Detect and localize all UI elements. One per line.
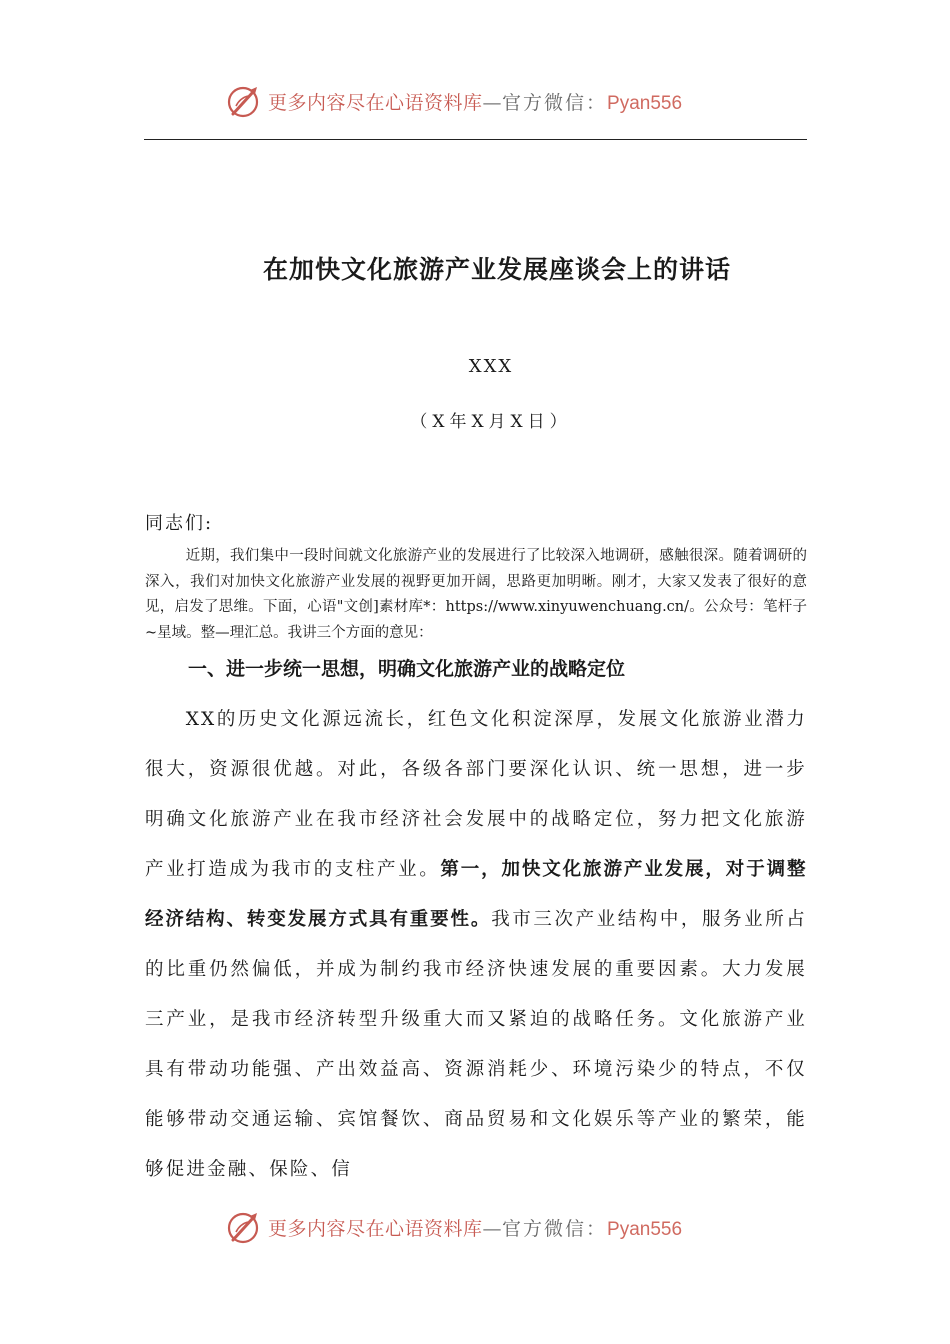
pen-logo-icon: [226, 1210, 262, 1246]
document-date: （X年X月X日）: [410, 412, 572, 432]
paragraph-text-continued: 我市三次产业结构中，服务业所占的比重仍然偏低，并成为制约我市经济快速发展的重要因素。大力发展三产业，是我市经济转型升级重大而又紧迫的战略任务。文化旅游产业具有带动功能强、产出效益高、资源消耗少、环境污染少的特点，不仅能够带动交通运输、宾馆餐饮、商品贸易和文化娱乐等产业的繁荣，能够促进金融、保险、信: [145, 909, 807, 1180]
body-paragraph-1: [145, 695, 807, 1195]
banner-main-text: 更多内容尽在心语资料库: [268, 1218, 483, 1240]
banner-wechat-id: Pyan556: [607, 93, 683, 114]
banner-wechat-label: 官方微信：: [502, 92, 608, 114]
header-divider: [144, 139, 807, 140]
banner-separator: —: [482, 92, 503, 114]
paragraph-text: XX的历史文化源远流长，红色文化积淀深厚，发展文化旅游业潜力很大，资源很优越。对此，各级各部门要深化认识、统一思想，进一步明确文化旅游产业在我市经济社会发展中的战略定位，努力把文化旅游产业打造成为我市的支柱产业。: [145, 709, 807, 880]
pen-logo-icon: [226, 84, 262, 120]
document-author: XXX: [468, 356, 514, 377]
banner-wechat-label: 官方微信：: [502, 1218, 608, 1240]
footer-banner: [0, 1210, 950, 1250]
header-banner: [0, 84, 950, 124]
intro-paragraph: 近期，我们集中一段时间就文化旅游产业的发展进行了比较深入地调研，感触很深。随着调研的深入，我们对加快文化旅游产业发展的视野更加开阔，思路更加明晰。刚才，大家又发表了很好的意见，启发了思维。下面，心语"文创]素材库*：https://www.xinyuwenchuang.cn/。公众号：笔杆子~星域。整—理汇总。我讲三个方面的意见：: [145, 548, 807, 641]
section-heading-1: 一、进一步统一思想，明确文化旅游产业的战略定位: [188, 658, 626, 680]
greeting: 同志们:: [145, 513, 214, 534]
banner-separator: —: [482, 1218, 503, 1240]
banner-text: [268, 90, 682, 117]
document-title: 在加快文化旅游产业发展座谈会上的讲话: [262, 255, 731, 284]
paragraph-bold-text: 第一，加快文化旅游产业发展，对于调整经济结构、转变发展方式具有重要性。: [145, 859, 807, 930]
banner-wechat-id: Pyan556: [607, 1219, 683, 1240]
banner-main-text: 更多内容尽在心语资料库: [268, 92, 483, 114]
banner-text: [268, 1216, 682, 1243]
